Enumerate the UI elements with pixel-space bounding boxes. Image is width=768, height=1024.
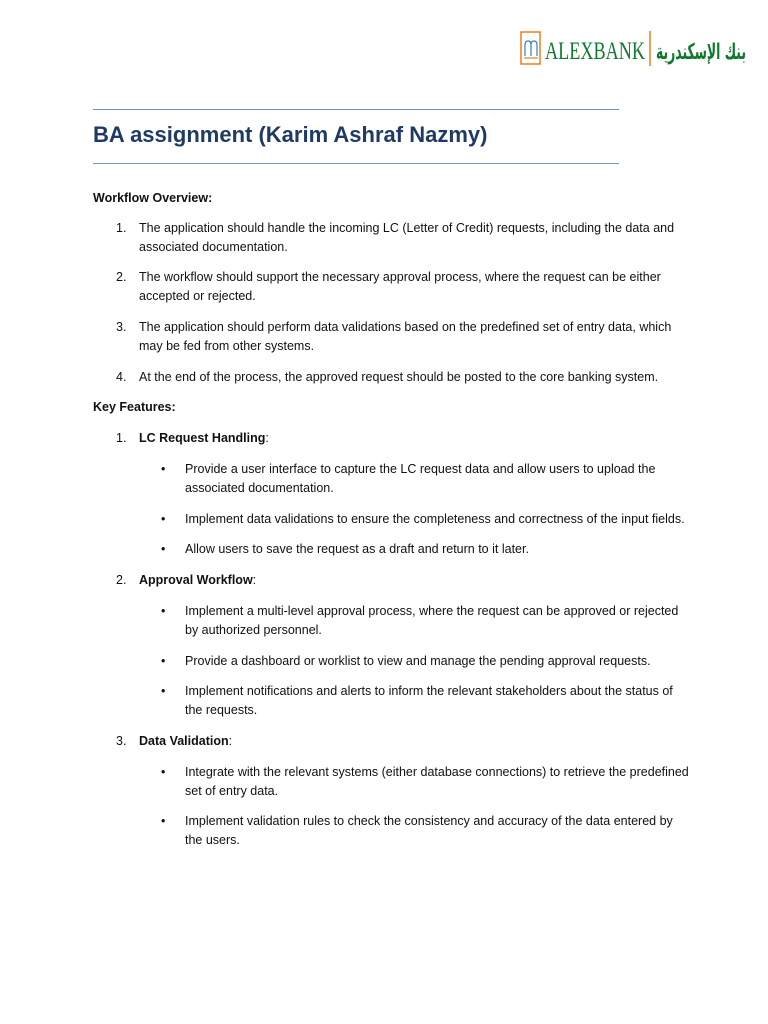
feature-bullet-text: Implement notifications and alerts to inform the relevant stakeholders about the status of the requests. [185,684,673,718]
workflow-item [93,318,693,356]
feature-bullet [93,540,693,559]
feature-bullet [93,763,693,801]
bullet-icon: • [161,684,166,699]
feature-bullet-list [93,602,693,720]
feature-title: Data Validation [139,733,229,748]
feature-title: Approval Workflow [139,573,253,588]
alexbank-logo [520,30,750,68]
bullet-icon: • [161,603,166,618]
workflow-item-text: At the end of the process, the approved request should be posted to the core banking system. [139,369,659,384]
feature-title-suffix: : [265,431,269,446]
workflow-item [93,368,693,387]
feature-bullet-text: Implement a multi-level approval process, where the request can be approved or rejected by authorized personnel. [185,603,679,637]
workflow-list [93,219,693,387]
bullet-icon: • [161,461,166,476]
feature-lc-request-handling [93,429,693,559]
title-rule-bottom [93,163,619,164]
workflow-item-text: The application should perform data validations based on the predefined set of entry data, which may be fed from other systems. [139,319,672,353]
workflow-item [93,268,693,306]
workflow-item-number: 2. [116,270,127,285]
feature-title-suffix: : [228,733,233,748]
workflow-item-text: The application should handle the incoming LC (Letter of Credit) requests, including the data and associated documentation. [139,220,675,254]
bullet-icon: • [161,814,166,829]
feature-heading [93,429,693,448]
feature-bullet-text: Provide a user interface to capture the LC request data and allow users to upload the associated documentation. [185,461,656,495]
workflow-item-text: The workflow should support the necessary approval process, where the request can be either accepted or rejected. [139,270,661,304]
feature-bullet-text: Implement data validations to ensure the completeness and correctness of the input fields. [185,511,685,526]
feature-bullet-list [93,460,693,559]
feature-bullet [93,812,693,850]
feature-number: 1. [116,431,127,446]
title-rule-top [93,109,619,110]
feature-heading [93,732,693,751]
bullet-icon: • [161,542,166,557]
bullet-icon: • [161,653,166,668]
logo-arabic-text: بنك الإسكندرية [656,40,746,65]
bullet-icon: • [161,764,166,779]
key-features-heading: Key Features: [93,400,176,415]
workflow-overview-heading: Workflow Overview: [93,191,213,205]
alexbank-logo-graphic [520,30,750,68]
logo-emblem-arches [525,41,537,56]
feature-heading [93,571,693,590]
workflow-item-number: 4. [116,369,127,384]
document-body [93,189,693,850]
page-title: BA assignment (Karim Ashraf Nazmy) [93,122,488,147]
feature-bullet [93,510,693,529]
feature-approval-workflow [93,571,693,720]
workflow-item-number: 3. [116,319,127,334]
feature-bullet [93,682,693,720]
workflow-item [93,219,693,257]
feature-number: 3. [116,733,127,748]
feature-bullet [93,602,693,640]
feature-data-validation [93,732,693,850]
feature-bullet [93,460,693,498]
feature-number: 2. [116,573,127,588]
feature-bullet-text: Provide a dashboard or worklist to view and manage the pending approval requests. [185,653,651,668]
feature-bullet-list [93,763,693,850]
feature-bullet-text: Integrate with the relevant systems (either database connections) to retrieve the predefined set of entry data. [185,764,689,798]
feature-title: LC Request Handling [139,431,266,446]
workflow-item-number: 1. [116,220,127,235]
feature-title-suffix: : [252,573,257,588]
feature-bullet-text: Implement validation rules to check the consistency and accuracy of the data entered by the users. [185,814,673,848]
logo-latin-text: ALEXBANK [545,38,645,65]
feature-bullet-text: Allow users to save the request as a draft and return to it later. [185,542,529,557]
feature-bullet [93,652,693,671]
bullet-icon: • [161,511,166,526]
